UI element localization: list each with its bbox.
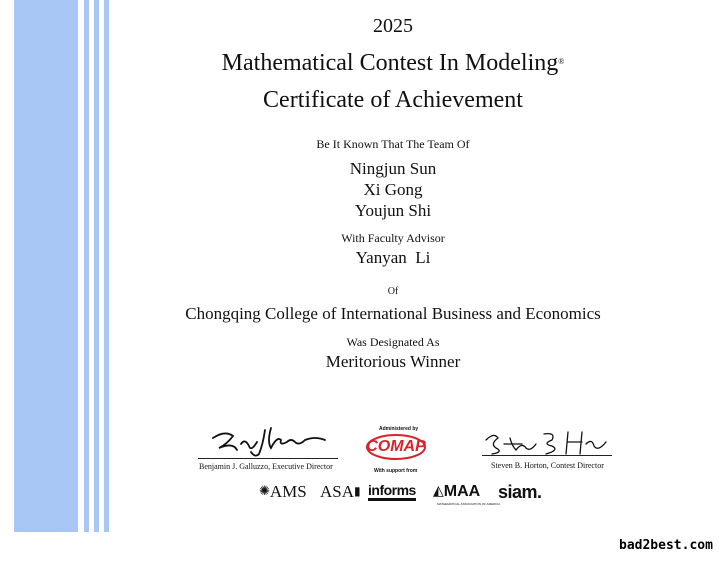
of-label: Of xyxy=(387,286,399,297)
designation: Meritorious Winner xyxy=(325,352,461,371)
certificate-title: Certificate of Achievement xyxy=(263,87,523,113)
asa-bars-icon: ▮ xyxy=(354,484,361,498)
comap-wordmark: COMAP xyxy=(366,438,426,455)
signature-line xyxy=(482,455,612,456)
siam-logo xyxy=(498,482,542,503)
institution-name: Chongqing College of International Business and Economics xyxy=(185,304,601,323)
maa-subtitle: MATHEMATICAL ASSOCIATION OF AMERICA xyxy=(437,502,501,506)
ams-emblem-icon: ✺ xyxy=(259,483,270,498)
informs-wordmark: informs xyxy=(368,482,416,501)
team-member: Xi Gong xyxy=(363,180,423,199)
ams-logo xyxy=(259,482,307,502)
registered-mark: ® xyxy=(558,57,565,66)
decorative-stripe-thin xyxy=(104,0,109,532)
team-member: Ningjun Sun xyxy=(349,159,437,178)
advisor-name: Yanyan Li xyxy=(355,248,431,267)
decorative-stripe-thin xyxy=(84,0,89,532)
signature-line xyxy=(198,458,338,459)
contest-director-signature xyxy=(482,428,612,458)
asa-wordmark: ASA xyxy=(320,482,355,501)
known-line: Be It Known That The Team Of xyxy=(316,137,470,151)
team-member: Youjun Shi xyxy=(354,201,432,220)
executive-director-caption: Benjamin J. Galluzzo, Executive Director xyxy=(199,462,333,471)
decorative-stripe-wide xyxy=(14,0,78,532)
support-label: With support from xyxy=(374,468,418,474)
designated-label: Was Designated As xyxy=(346,335,440,349)
ams-wordmark: AMS xyxy=(269,482,307,501)
executive-director-signature xyxy=(205,424,335,460)
contest-name xyxy=(110,50,676,77)
comap-logo xyxy=(364,432,428,462)
advisor-label: With Faculty Advisor xyxy=(341,231,445,245)
certificate-year: 2025 xyxy=(373,15,413,37)
maa-logo xyxy=(433,482,501,506)
maa-triangle-icon: ◭ xyxy=(433,482,444,498)
maa-wordmark: MAA xyxy=(443,483,481,500)
asa-logo xyxy=(320,482,361,502)
informs-logo xyxy=(368,482,416,501)
watermark-text: bad2best.com xyxy=(619,538,713,553)
contest-name-text: Mathematical Contest In Modeling xyxy=(221,50,559,76)
siam-wordmark: siam. xyxy=(498,482,542,502)
decorative-stripe-thin xyxy=(94,0,99,532)
contest-director-caption: Steven B. Horton, Contest Director xyxy=(491,461,604,470)
administered-by-label: Administered by xyxy=(379,426,419,432)
